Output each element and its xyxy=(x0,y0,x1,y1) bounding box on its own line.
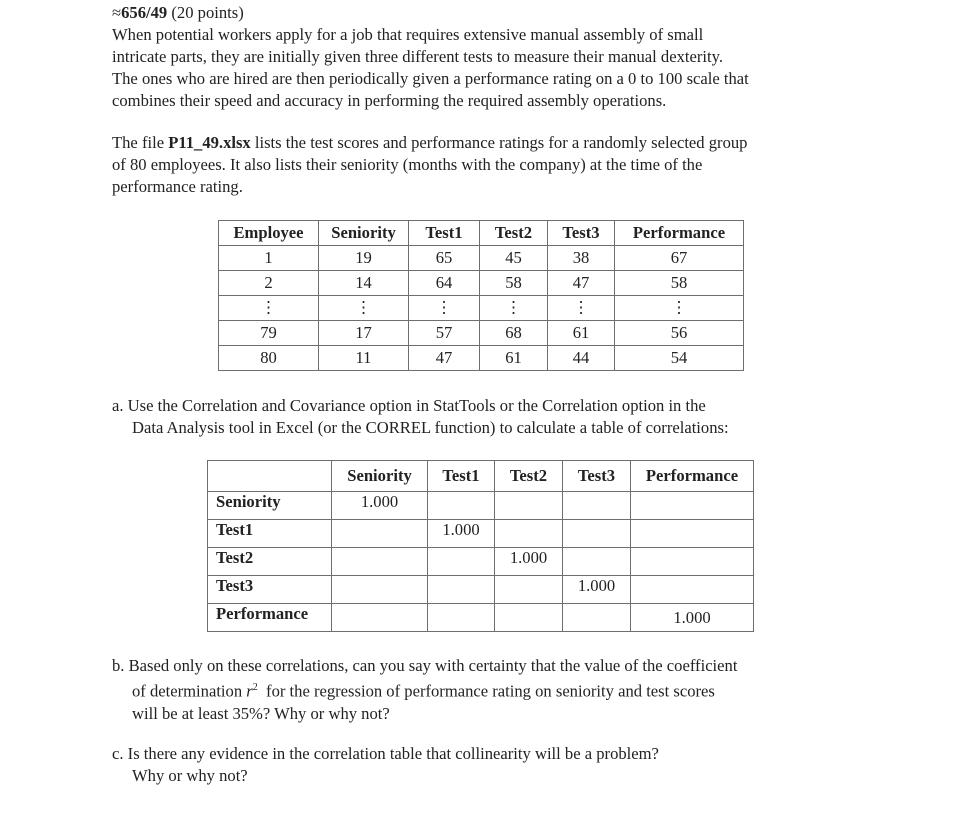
cell: 56 xyxy=(615,321,744,346)
approx-symbol: ≈ xyxy=(112,3,122,22)
row-header: Test1 xyxy=(208,520,332,548)
cell xyxy=(332,576,428,604)
text: for the regression of performance rating on seniority and test scores xyxy=(257,681,715,701)
cell: 38 xyxy=(548,246,615,271)
intro-line: combines their speed and accuracy in performing the required assembly operations. xyxy=(112,91,667,110)
header-cell: Test1 xyxy=(428,461,495,492)
cell: 47 xyxy=(409,346,480,371)
row-header: Test3 xyxy=(208,576,332,604)
header-cell: Performance xyxy=(631,461,754,492)
intro-paragraph xyxy=(112,24,749,112)
table-header-row xyxy=(208,461,754,492)
file-text: The file xyxy=(112,133,169,152)
cell: 58 xyxy=(615,271,744,296)
cell xyxy=(495,520,563,548)
cell: 58 xyxy=(480,271,548,296)
table-header-row xyxy=(219,221,744,246)
cell: 67 xyxy=(615,246,744,271)
intro-line: When potential workers apply for a job that requires extensive manual assembly of small xyxy=(112,25,704,44)
table-row xyxy=(219,246,744,271)
cell: 1.000 xyxy=(495,548,563,576)
file-name: P11_49.xlsx xyxy=(168,133,251,152)
cell: 68 xyxy=(480,321,548,346)
intro-line: intricate parts, they are initially given three different tests to measure their manual dexterity. xyxy=(112,47,723,66)
header-cell: Seniority xyxy=(319,221,409,246)
table-row xyxy=(219,346,744,371)
table-row xyxy=(219,271,744,296)
file-paragraph xyxy=(112,132,747,198)
file-line: performance rating. xyxy=(112,177,243,196)
problem-number: 656/49 xyxy=(121,3,168,22)
row-header: Test2 xyxy=(208,548,332,576)
cell xyxy=(332,548,428,576)
cell xyxy=(631,492,754,520)
cell xyxy=(563,604,631,632)
cell xyxy=(495,492,563,520)
cell: 61 xyxy=(480,346,548,371)
header-cell: Test1 xyxy=(409,221,480,246)
cell xyxy=(495,576,563,604)
cell xyxy=(332,520,428,548)
cell: 1 xyxy=(219,246,319,271)
header-cell xyxy=(208,461,332,492)
part-a-line: Data Analysis tool in Excel (or the CORREL function) to calculate a table of correlations: xyxy=(132,418,729,437)
header-cell: Test3 xyxy=(563,461,631,492)
cell: 1.000 xyxy=(631,604,754,632)
table-row xyxy=(208,520,754,548)
cell: 44 xyxy=(548,346,615,371)
table-row xyxy=(208,492,754,520)
file-text: lists the test scores and performance ratings for a randomly selected group xyxy=(250,133,748,152)
part-b xyxy=(112,655,737,725)
cell xyxy=(563,548,631,576)
vertical-ellipsis: ⋮ xyxy=(319,296,409,321)
cell xyxy=(631,548,754,576)
cell: 1.000 xyxy=(428,520,495,548)
cell xyxy=(428,492,495,520)
text: of determination xyxy=(132,681,247,701)
cell: 19 xyxy=(319,246,409,271)
cell: 57 xyxy=(409,321,480,346)
cell: 1.000 xyxy=(563,576,631,604)
cell xyxy=(332,604,428,632)
cell: 17 xyxy=(319,321,409,346)
cell: 2 xyxy=(219,271,319,296)
row-header: Performance xyxy=(208,604,332,632)
cell: 61 xyxy=(548,321,615,346)
header-cell: Test2 xyxy=(495,461,563,492)
header-cell: Test3 xyxy=(548,221,615,246)
part-a xyxy=(112,395,729,439)
cell xyxy=(631,520,754,548)
vertical-ellipsis: ⋮ xyxy=(548,296,615,321)
ellipsis-row xyxy=(219,296,744,321)
cell: 79 xyxy=(219,321,319,346)
cell xyxy=(428,548,495,576)
correlation-table xyxy=(207,460,754,632)
cell: 54 xyxy=(615,346,744,371)
intro-line: The ones who are hired are then periodically given a performance rating on a 0 to 100 scale that xyxy=(112,69,749,88)
table-row xyxy=(208,548,754,576)
problem-header xyxy=(112,2,244,24)
vertical-ellipsis: ⋮ xyxy=(480,296,548,321)
cell xyxy=(563,520,631,548)
part-c-line: c. Is there any evidence in the correlation table that collinearity will be a problem? xyxy=(112,744,659,763)
row-header: Seniority xyxy=(208,492,332,520)
r-symbol: r xyxy=(246,681,253,701)
part-c-line: Why or why not? xyxy=(132,766,248,785)
cell xyxy=(563,492,631,520)
cell xyxy=(495,604,563,632)
part-b-line xyxy=(112,677,737,703)
file-line: of 80 employees. It also lists their seniority (months with the company) at the time of the xyxy=(112,155,703,174)
r-exponent: 2 xyxy=(252,682,258,693)
header-cell: Performance xyxy=(615,221,744,246)
cell: 64 xyxy=(409,271,480,296)
part-b-line: b. Based only on these correlations, can you say with certainty that the value of the coefficient xyxy=(112,656,738,675)
part-b-line: will be at least 35%? Why or why not? xyxy=(132,703,390,723)
table-row xyxy=(208,576,754,604)
cell: 65 xyxy=(409,246,480,271)
cell xyxy=(428,604,495,632)
table-row xyxy=(219,321,744,346)
cell xyxy=(631,576,754,604)
header-cell: Employee xyxy=(219,221,319,246)
problem-points: (20 points) xyxy=(171,3,244,22)
vertical-ellipsis: ⋮ xyxy=(409,296,480,321)
table-row xyxy=(208,604,754,632)
cell: 11 xyxy=(319,346,409,371)
cell xyxy=(428,576,495,604)
cell: 80 xyxy=(219,346,319,371)
part-c xyxy=(112,743,659,787)
vertical-ellipsis: ⋮ xyxy=(615,296,744,321)
cell: 45 xyxy=(480,246,548,271)
header-cell: Test2 xyxy=(480,221,548,246)
vertical-ellipsis: ⋮ xyxy=(219,296,319,321)
cell: 14 xyxy=(319,271,409,296)
cell: 47 xyxy=(548,271,615,296)
part-a-line: a. Use the Correlation and Covariance option in StatTools or the Correlation option in the xyxy=(112,396,706,415)
cell: 1.000 xyxy=(332,492,428,520)
employee-data-table xyxy=(218,220,744,371)
header-cell: Seniority xyxy=(332,461,428,492)
